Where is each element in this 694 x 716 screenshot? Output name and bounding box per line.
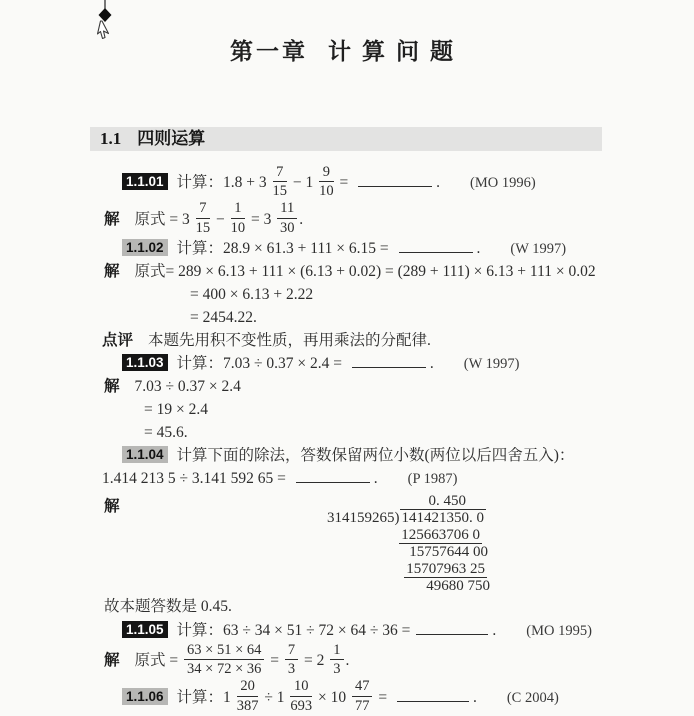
- ld-divisor: 314159265): [327, 510, 400, 527]
- long-division-block: [102, 493, 666, 595]
- problem-badge: 1.1.01: [122, 173, 168, 190]
- problem-1-1-02: [102, 239, 666, 351]
- problem-statement: [122, 446, 666, 466]
- section-number: 1.1: [100, 129, 122, 148]
- solution-line: [104, 641, 666, 679]
- page-content: [102, 166, 666, 716]
- long-division: [230, 493, 492, 595]
- section-title: 四则运算: [137, 129, 206, 148]
- statement-math: 计算：63 ÷ 34 × 51 ÷ 72 × 64 ÷ 36 = . (MO 1995): [176, 621, 592, 639]
- chapter-name: 计算问题: [328, 38, 464, 64]
- solution-line: = 2454.22.: [190, 308, 257, 326]
- ld-step: 15707963 25: [406, 560, 485, 577]
- answer-blank: [399, 239, 473, 253]
- problem-statement: [122, 680, 666, 715]
- fraction: $\frac{7}{3}$: [285, 642, 298, 677]
- statement-math: 计算：7.03 ÷ 0.37 × 2.4 = . (W 1997): [176, 354, 520, 372]
- conclusion-line: 故本题答数是 0.45.: [104, 597, 232, 615]
- ld-dividend: 141421350. 0: [401, 510, 484, 527]
- statement-math: 计算：1.8 + 3 $\frac{7}{15}$ − 1 $\frac{9}{10}$ = . (MO 1996): [176, 164, 536, 200]
- solution-line: [104, 202, 666, 237]
- source-tag: (P 1987): [407, 470, 458, 487]
- problem-1-1-04: [102, 446, 666, 617]
- fraction: $\frac{1}{3}$: [330, 642, 343, 677]
- ld-quotient: 0. 450: [428, 492, 466, 509]
- solve-label: 解: [104, 497, 120, 515]
- source-tag: (MO 1996): [470, 175, 536, 192]
- comment-line: [102, 331, 666, 351]
- problem-statement: [122, 166, 666, 201]
- answer-blank: [358, 173, 432, 187]
- source-tag: (W 1997): [510, 240, 567, 257]
- problem-badge: 1.1.06: [122, 688, 168, 705]
- ld-remainder: 49680 750: [426, 578, 490, 595]
- problem-1-1-03: [102, 354, 666, 443]
- problem-badge: 1.1.03: [122, 354, 168, 371]
- comment-text: 本题先用积不变性质，再用乘法的分配律.: [148, 331, 431, 349]
- solution-math: 原式 = $\frac{63 \times 51 \times 64}{34 \times 72 \times 36}$ = $\frac{7}{3}$ = 2 $\frac{1}{3}$ .: [134, 641, 350, 678]
- solve-label: 解: [104, 262, 120, 280]
- problem-1-1-01: [102, 166, 666, 238]
- solution-line: = 400 × 6.13 + 2.22: [190, 285, 314, 303]
- source-tag: (C 2004): [506, 689, 559, 706]
- ld-divisor-dividend: [230, 509, 492, 527]
- answer-blank: [296, 469, 370, 483]
- answer-blank: [416, 621, 488, 635]
- solution-line: = 19 × 2.4: [144, 400, 208, 418]
- solution-line: [104, 377, 666, 397]
- fraction: $\frac{7}{15}$: [195, 200, 211, 236]
- problem-statement: [122, 239, 666, 259]
- ld-step: 15757644 00: [409, 544, 488, 561]
- fraction: $\frac{47}{77}$: [352, 678, 373, 713]
- problem-statement: [122, 354, 666, 374]
- problem-badge: 1.1.04: [122, 446, 168, 463]
- statement-math: 计算：28.9 × 61.3 + 111 × 6.15 = . (W 1997): [176, 239, 567, 257]
- solution-line: [104, 262, 666, 282]
- comment-label: 点评: [102, 331, 134, 349]
- statement-math: 计算下面的除法，答数保留两位小数(两位以后四舍五入)：: [176, 446, 575, 464]
- answer-blank: [397, 688, 469, 702]
- section-heading: [90, 127, 602, 151]
- solution-math: 原式= 289 × 6.13 + 111 × (6.13 + 0.02) = (289 + 111) × 6.13 + 111 × 0.02: [134, 262, 596, 280]
- solution-line: = 45.6.: [144, 423, 188, 441]
- fraction: $\frac{63 \times 51 \times 64}{34 \times 72 \times 36}$: [184, 642, 264, 677]
- solve-label: 解: [104, 652, 120, 670]
- answer-blank: [352, 354, 426, 368]
- fraction: $\frac{20}{387}$: [236, 678, 259, 714]
- problem-1-1-06: [102, 680, 666, 715]
- cursor-icon: [88, 0, 120, 46]
- fraction: $\frac{11}{30}$: [277, 200, 297, 235]
- fraction: $\frac{1}{10}$: [230, 200, 246, 236]
- problem-statement: [122, 621, 666, 641]
- solution-math: 原式 = 3 $\frac{7}{15}$ − $\frac{1}{10}$ = 3 $\frac{11}{30}$ .: [134, 200, 304, 236]
- problem-statement-expression: 1.414 213 5 ÷ 3.141 592 65 = . (P 1987): [102, 469, 458, 487]
- problem-badge: 1.1.02: [122, 239, 168, 256]
- ld-step: 125663706 0: [401, 526, 480, 543]
- problem-badge: 1.1.05: [122, 621, 168, 638]
- problem-1-1-05: [102, 621, 666, 679]
- cursor-diamond-handle-icon: [88, 0, 120, 46]
- source-tag: (W 1997): [463, 355, 520, 372]
- solve-label: 解: [104, 210, 120, 228]
- source-tag: (MO 1995): [526, 622, 592, 639]
- statement-math: 计算：1 $\frac{20}{387}$ ÷ 1 $\frac{10}{693}$ × 10 $\frac{47}{77}$ = . (C 2004): [176, 678, 559, 714]
- fraction: $\frac{10}{693}$: [290, 678, 313, 714]
- fraction: $\frac{7}{15}$: [272, 164, 288, 200]
- fraction: $\frac{9}{10}$: [319, 164, 334, 200]
- chapter-number: 第一章: [230, 38, 308, 64]
- solve-label: 解: [104, 377, 120, 395]
- solution-math: 7.03 ÷ 0.37 × 2.4: [134, 377, 241, 395]
